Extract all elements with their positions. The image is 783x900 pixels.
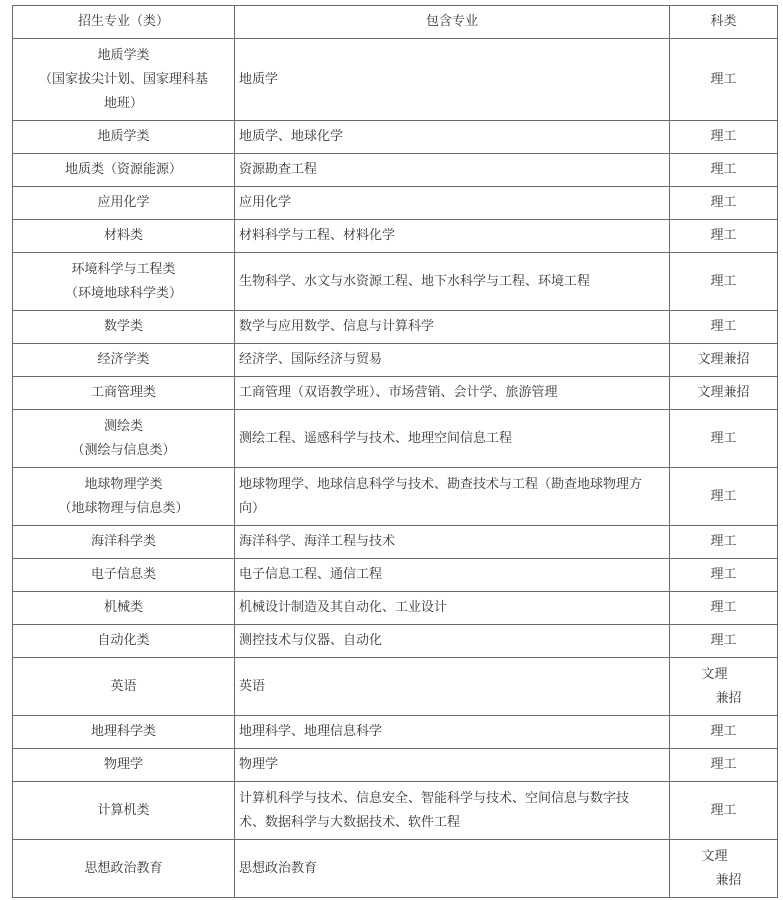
- table-header: [13, 6, 778, 39]
- table-row: [13, 187, 778, 220]
- cell-kelei: [670, 39, 778, 121]
- header-category: 招生专业（类）: [13, 6, 235, 39]
- category-line: （测绘与信息类）: [71, 442, 176, 458]
- kelei-line: 理工: [710, 129, 737, 144]
- cell-kelei: [670, 468, 778, 526]
- table-row: [13, 410, 778, 468]
- kelei-wrap: [702, 663, 746, 711]
- cell-category: [13, 468, 235, 526]
- cell-kelei: [670, 154, 778, 187]
- category-line: 地质类（资源能源）: [64, 162, 182, 177]
- kelei-line: 理工: [710, 802, 737, 818]
- category-line: 机械类: [103, 600, 143, 615]
- cell-category: [13, 782, 235, 840]
- cell-category: [13, 840, 235, 898]
- cell-kelei: [670, 658, 778, 716]
- kelei-line: 理工: [710, 71, 737, 87]
- table-row: [13, 154, 778, 187]
- cell-kelei: [670, 782, 778, 840]
- category-line: 工商管理类: [90, 385, 156, 400]
- included-line: 英语: [239, 678, 266, 694]
- cell-category: [13, 377, 235, 410]
- cell-included-majors: [235, 344, 670, 377]
- cell-kelei: [670, 716, 778, 749]
- cell-kelei: [670, 840, 778, 898]
- included-line: 生物科学、水文与水资源工程、地下水科学与工程、环境工程: [239, 273, 591, 289]
- included-line: 物理学: [239, 757, 279, 772]
- cell-included-majors: [235, 253, 670, 311]
- cell-category: [13, 592, 235, 625]
- table-row: [13, 840, 778, 898]
- category-line: 测绘类: [103, 418, 143, 434]
- category-line: 英语: [110, 678, 137, 694]
- header-kelei: 科类: [670, 6, 778, 39]
- cell-category: [13, 311, 235, 344]
- table-row: [13, 625, 778, 658]
- table-row: [13, 716, 778, 749]
- category-line: （国家拔尖计划、国家理科基: [38, 71, 208, 87]
- cell-included-majors: [235, 154, 670, 187]
- cell-included-majors: [235, 121, 670, 154]
- kelei-line: 兼招: [715, 690, 742, 706]
- category-line: 物理学: [103, 757, 143, 772]
- cell-kelei: [670, 749, 778, 782]
- table-row: [13, 220, 778, 253]
- cell-included-majors: [235, 410, 670, 468]
- cell-category: [13, 526, 235, 559]
- table-row: [13, 377, 778, 410]
- table-row: [13, 592, 778, 625]
- cell-category: [13, 121, 235, 154]
- category-line: 自动化类: [97, 633, 150, 648]
- table-row: [13, 311, 778, 344]
- cell-included-majors: [235, 311, 670, 344]
- kelei-line: 文理兼招: [697, 352, 750, 367]
- cell-category: [13, 39, 235, 121]
- included-line: 海洋科学、海洋工程与技术: [239, 534, 396, 549]
- kelei-line: 理工: [710, 162, 737, 177]
- included-line: 地球物理学、地球信息科学与技术、勘查技术与工程（勘查地球物理方: [239, 476, 643, 492]
- kelei-line: 理工: [710, 273, 737, 289]
- kelei-wrap: [702, 845, 746, 893]
- table-row: [13, 559, 778, 592]
- included-line: 测控技术与仪器、自动化: [239, 633, 383, 648]
- category-line: 海洋科学类: [90, 534, 156, 549]
- included-line: 向）: [239, 500, 266, 516]
- cell-included-majors: [235, 782, 670, 840]
- cell-kelei: [670, 377, 778, 410]
- kelei-line: 理工: [710, 534, 737, 549]
- cell-category: [13, 559, 235, 592]
- cell-kelei: [670, 592, 778, 625]
- kelei-line: 文理: [701, 666, 728, 682]
- cell-category: [13, 220, 235, 253]
- cell-category: [13, 154, 235, 187]
- category-line: （环境地球科学类）: [64, 285, 182, 301]
- cell-kelei: [670, 121, 778, 154]
- category-line: 地质学类: [97, 47, 150, 63]
- category-line: 计算机类: [97, 802, 150, 818]
- table-row: [13, 782, 778, 840]
- table-row: [13, 344, 778, 377]
- cell-category: [13, 716, 235, 749]
- included-line: 数学与应用数学、信息与计算科学: [239, 319, 435, 334]
- kelei-line: 理工: [710, 600, 737, 615]
- cell-included-majors: [235, 840, 670, 898]
- category-line: （地球物理与信息类）: [58, 500, 189, 516]
- included-line: 术、数据科学与大数据技术、软件工程: [239, 814, 461, 830]
- cell-kelei: [670, 344, 778, 377]
- cell-kelei: [670, 526, 778, 559]
- header-included: 包含专业: [235, 6, 670, 39]
- kelei-line: 理工: [710, 319, 737, 334]
- table-row: [13, 121, 778, 154]
- cell-kelei: [670, 410, 778, 468]
- included-line: 计算机科学与技术、信息安全、智能科学与技术、空间信息与数字技: [239, 790, 630, 806]
- cell-included-majors: [235, 749, 670, 782]
- category-line: 地班）: [103, 95, 143, 111]
- included-line: 应用化学: [239, 195, 292, 210]
- included-line: 思想政治教育: [239, 860, 318, 876]
- included-line: 测绘工程、遥感科学与技术、地理空间信息工程: [239, 430, 513, 446]
- kelei-line: 理工: [710, 228, 737, 243]
- table-row: [13, 658, 778, 716]
- table-body: [13, 39, 778, 898]
- cell-category: [13, 253, 235, 311]
- kelei-line: 文理: [701, 848, 728, 864]
- cell-kelei: [670, 625, 778, 658]
- included-line: 地理科学、地理信息科学: [239, 724, 383, 739]
- cell-kelei: [670, 220, 778, 253]
- cell-kelei: [670, 559, 778, 592]
- cell-included-majors: [235, 658, 670, 716]
- cell-category: [13, 658, 235, 716]
- category-line: 材料类: [103, 228, 143, 243]
- kelei-line: 理工: [710, 633, 737, 648]
- cell-kelei: [670, 187, 778, 220]
- cell-kelei: [670, 253, 778, 311]
- cell-category: [13, 625, 235, 658]
- cell-included-majors: [235, 220, 670, 253]
- kelei-line: 理工: [710, 724, 737, 739]
- table-row: [13, 39, 778, 121]
- included-line: 资源勘查工程: [239, 162, 318, 177]
- category-line: 地理科学类: [90, 724, 156, 739]
- cell-included-majors: [235, 377, 670, 410]
- category-line: 地质学类: [97, 129, 150, 144]
- cell-included-majors: [235, 625, 670, 658]
- cell-included-majors: [235, 592, 670, 625]
- kelei-line: 文理兼招: [697, 385, 750, 400]
- table-row: [13, 253, 778, 311]
- included-line: 电子信息工程、通信工程: [239, 567, 383, 582]
- cell-included-majors: [235, 187, 670, 220]
- kelei-line: 理工: [710, 757, 737, 772]
- included-line: 材料科学与工程、材料化学: [239, 228, 396, 243]
- category-line: 数学类: [103, 319, 143, 334]
- included-line: 地质学、地球化学: [239, 129, 344, 144]
- included-line: 机械设计制造及其自动化、工业设计: [239, 600, 448, 615]
- category-line: 地球物理学类: [84, 476, 163, 492]
- cell-included-majors: [235, 716, 670, 749]
- cell-category: [13, 187, 235, 220]
- kelei-line: 兼招: [715, 872, 742, 888]
- category-line: 经济学类: [97, 352, 150, 367]
- category-line: 思想政治教育: [84, 860, 163, 876]
- cell-included-majors: [235, 559, 670, 592]
- cell-included-majors: [235, 468, 670, 526]
- cell-category: [13, 410, 235, 468]
- category-line: 环境科学与工程类: [71, 261, 176, 277]
- table-row: [13, 526, 778, 559]
- cell-included-majors: [235, 526, 670, 559]
- cell-category: [13, 749, 235, 782]
- cell-kelei: [670, 311, 778, 344]
- cell-included-majors: [235, 39, 670, 121]
- category-line: 电子信息类: [90, 567, 156, 582]
- kelei-line: 理工: [710, 488, 737, 504]
- table-row: [13, 468, 778, 526]
- category-line: 应用化学: [97, 195, 150, 210]
- kelei-line: 理工: [710, 195, 737, 210]
- cell-category: [13, 344, 235, 377]
- included-line: 地质学: [239, 71, 279, 87]
- kelei-line: 理工: [710, 567, 737, 582]
- table-row: [13, 749, 778, 782]
- kelei-line: 理工: [710, 430, 737, 446]
- included-line: 经济学、国际经济与贸易: [239, 352, 383, 367]
- majors-table: [12, 5, 778, 898]
- included-line: 工商管理（双语教学班）、市场营销、会计学、旅游管理: [239, 385, 558, 400]
